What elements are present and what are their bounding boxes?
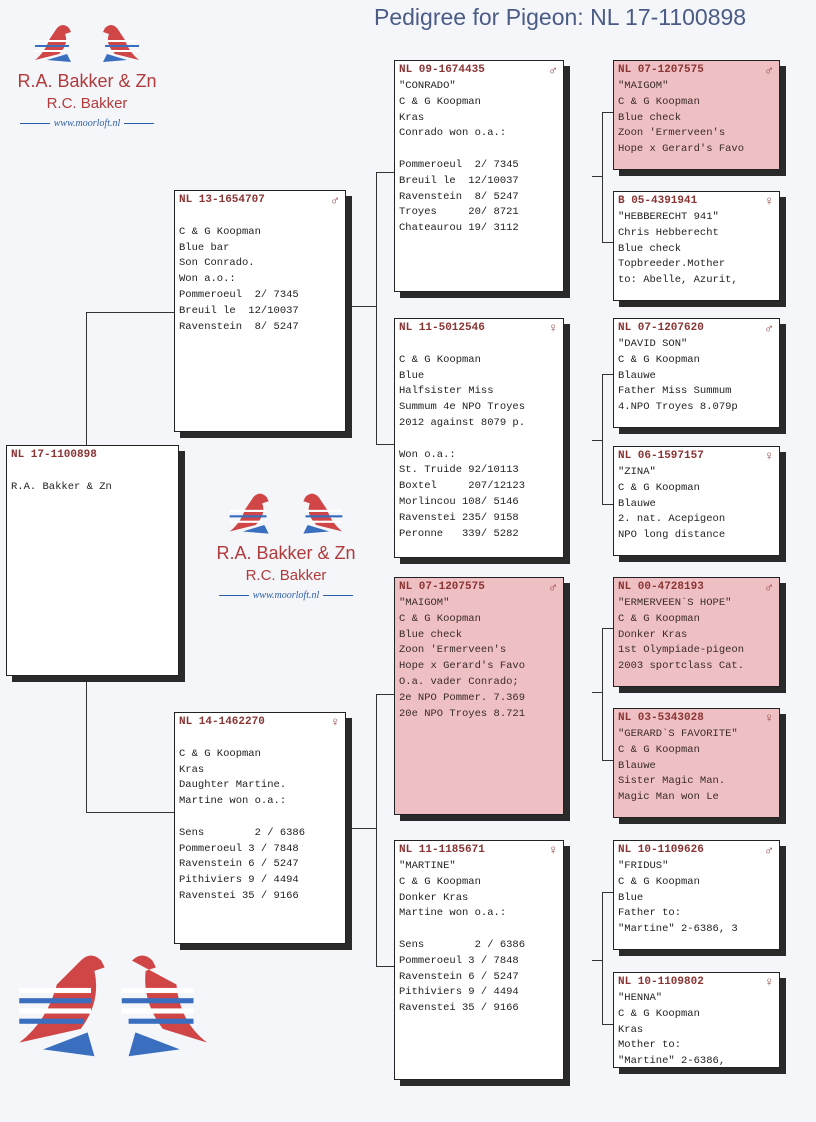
pigeon-info-line: Blue bar bbox=[179, 241, 230, 254]
pigeon-info-line: Blue check bbox=[618, 242, 682, 255]
sex-icon: ♀ bbox=[765, 975, 773, 990]
pigeon-card-ggp-7 bbox=[613, 840, 780, 950]
pigeon-card-sire-dam bbox=[394, 318, 564, 558]
pigeon-info-line: 2e NPO Pommer. 7.369 bbox=[399, 691, 526, 704]
pigeon-info-line: Hope x Gerard's Favo bbox=[399, 660, 526, 673]
pigeon-info-line: C & G Koopman bbox=[399, 612, 481, 625]
pigeon-info-line: Ravenstei 235/ 9158 bbox=[399, 511, 519, 524]
pigeon-info-line: 20e NPO Troyes 8.721 bbox=[399, 707, 526, 720]
pigeon-info-line: Chateaurou 19/ 3112 bbox=[399, 222, 519, 235]
ring-number bbox=[618, 64, 775, 79]
pigeon-card-ggp-4 bbox=[613, 446, 780, 556]
pigeon-info-line: to: Abelle, Azurit, bbox=[618, 274, 738, 287]
pigeon-info-line: Kras bbox=[179, 763, 205, 776]
pigeon-info-line: St. Truide 92/10113 bbox=[399, 464, 519, 477]
pigeon-info-line: "GERARD`S FAVORITE" bbox=[618, 728, 738, 740]
ring-number bbox=[179, 194, 341, 209]
pigeon-card-ggp-1 bbox=[613, 60, 780, 170]
pigeon-info-line: Sens 2 / 6386 bbox=[399, 938, 526, 951]
pigeon-info-line: "CONRADO" bbox=[399, 80, 456, 92]
sex-icon: ♀ bbox=[331, 715, 339, 730]
pigeons-logo-icon bbox=[216, 486, 356, 538]
ring-number-text: NL 10-1109802 bbox=[618, 976, 704, 988]
pigeon-info-line: NPO long distance bbox=[618, 529, 726, 542]
ring-number-text: NL 00-4728193 bbox=[618, 581, 704, 593]
ring-number-text: NL 06-1597157 bbox=[618, 450, 704, 462]
ring-number-text: NL 07-1207575 bbox=[618, 64, 704, 76]
logo-name-2: R.C. Bakker bbox=[46, 95, 128, 112]
ring-number bbox=[399, 581, 559, 596]
logo-middle bbox=[196, 486, 376, 601]
pigeon-info-line: Breuil le 12/10037 bbox=[399, 174, 519, 187]
pigeon-info-line: Ravenstei 35 / 9166 bbox=[399, 1002, 519, 1015]
pigeon-info-line: C & G Koopman bbox=[179, 225, 261, 238]
sex-icon: ♂ bbox=[765, 843, 773, 858]
pigeon-info-line: Boxtel 207/12123 bbox=[399, 480, 526, 493]
pigeon-info-line: 1st Olympiade-pigeon bbox=[618, 644, 745, 657]
ring-number bbox=[618, 195, 775, 210]
sex-icon: ♀ bbox=[765, 194, 773, 209]
pigeon-info-line: Blue bbox=[399, 369, 425, 382]
logo-name-2: R.C. Bakker bbox=[245, 567, 327, 584]
pigeon-card-sire-sire bbox=[394, 60, 564, 292]
pigeon-card-subject bbox=[6, 445, 179, 676]
ring-number-text: NL 07-1207575 bbox=[399, 581, 485, 593]
sex-icon: ♂ bbox=[549, 63, 557, 78]
pigeon-info-line: C & G Koopman bbox=[399, 875, 481, 888]
sex-icon: ♀ bbox=[549, 321, 557, 336]
pigeon-info-line: Donker Kras bbox=[618, 628, 688, 641]
pigeon-info-line: Ravenstei 35 / 9166 bbox=[179, 889, 299, 902]
pigeon-info-line: Won o.a.: bbox=[399, 448, 456, 461]
pigeon-info-line: O.a. vader Conrado; bbox=[399, 675, 519, 688]
sex-icon: ♂ bbox=[549, 580, 557, 595]
pigeon-info-line bbox=[399, 337, 559, 353]
ring-number bbox=[399, 322, 559, 337]
ring-number-text: NL 17-1100898 bbox=[11, 449, 97, 461]
pigeon-info-line: C & G Koopman bbox=[618, 743, 700, 756]
pigeon-info-line: Blauwe bbox=[618, 497, 656, 510]
pigeon-info-line: C & G Koopman bbox=[618, 353, 700, 366]
ring-number bbox=[618, 322, 775, 337]
ring-number-text: NL 14-1462270 bbox=[179, 716, 265, 728]
ring-number bbox=[618, 581, 775, 596]
logo-bottom bbox=[6, 950, 216, 1065]
pigeon-info-line bbox=[399, 922, 559, 938]
pigeon-info-line: Summum 4e NPO Troyes bbox=[399, 401, 526, 414]
pigeon-info-line bbox=[11, 464, 174, 480]
pigeon-info-line: Won a.o.: bbox=[179, 273, 236, 286]
pigeon-info-line: Ravenstein 8/ 5247 bbox=[399, 190, 519, 203]
pigeon-info-line: Zoon 'Ermerveen's bbox=[618, 127, 726, 140]
pigeon-info-line: Blauwe bbox=[618, 369, 656, 382]
sex-icon: ♀ bbox=[765, 449, 773, 464]
pigeon-info-line: C & G Koopman bbox=[618, 1007, 700, 1020]
ring-number bbox=[618, 976, 775, 991]
sex-icon: ♀ bbox=[765, 711, 773, 726]
pigeon-info-line: "HEBBERECHT 941" bbox=[618, 211, 719, 223]
pigeon-info-line: Sens 2 / 6386 bbox=[179, 826, 306, 839]
pigeon-info-line: R.A. Bakker & Zn bbox=[11, 480, 112, 493]
logo-url: www.moorloft.nl bbox=[252, 590, 320, 601]
pigeon-info-line: Martine won o.a.: bbox=[399, 907, 507, 920]
pigeons-logo-icon bbox=[9, 950, 214, 1060]
pigeon-info-line: 2003 sportclass Cat. bbox=[618, 660, 745, 673]
pigeon-info-line: Kras bbox=[618, 1023, 644, 1036]
pigeon-card-dam bbox=[174, 712, 346, 944]
pigeon-info-line: 2. nat. Acepigeon bbox=[618, 513, 726, 526]
pigeon-info-line: Breuil le 12/10037 bbox=[179, 304, 299, 317]
pigeon-info-line: "Martine" 2-6386, bbox=[618, 1055, 726, 1068]
pigeon-info-line: Pithiviers 9 / 4494 bbox=[179, 874, 299, 887]
logo-url: www.moorloft.nl bbox=[53, 118, 121, 129]
ring-number-text: NL 11-1185671 bbox=[399, 844, 485, 856]
pigeon-card-dam-dam bbox=[394, 840, 564, 1080]
pigeon-info-line: Hope x Gerard's Favo bbox=[618, 143, 745, 156]
pigeon-info-line: Sister Magic Man. bbox=[618, 775, 726, 788]
pigeon-card-sire bbox=[174, 190, 346, 432]
pigeon-info-line: Father to: bbox=[618, 907, 682, 920]
pigeon-info-line: C & G Koopman bbox=[399, 353, 481, 366]
pigeon-info-line: "Martine" 2-6386, 3 bbox=[618, 923, 738, 936]
ring-number bbox=[618, 450, 775, 465]
pigeon-info-line bbox=[179, 810, 341, 826]
pigeon-info-line: Halfsister Miss bbox=[399, 385, 494, 398]
sex-icon: ♂ bbox=[331, 193, 339, 208]
pigeon-info-line: Pommeroeul 3 / 7848 bbox=[179, 842, 299, 855]
pigeon-card-ggp-6 bbox=[613, 708, 780, 818]
pigeon-card-ggp-2 bbox=[613, 191, 780, 301]
pigeons-logo-icon bbox=[27, 18, 147, 66]
pigeon-info-line: "MARTINE" bbox=[399, 860, 456, 872]
pigeon-info-line: "MAIGOM" bbox=[399, 597, 450, 609]
sex-icon: ♂ bbox=[765, 321, 773, 336]
ring-number-text: NL 11-5012546 bbox=[399, 322, 485, 334]
pigeon-info-line: Ravenstein 6 / 5247 bbox=[399, 970, 519, 983]
pigeon-info-line: Pithiviers 9 / 4494 bbox=[399, 986, 519, 999]
pigeon-info-line: Ravenstein 8/ 5247 bbox=[179, 320, 299, 333]
pigeon-card-ggp-5 bbox=[613, 577, 780, 687]
pigeon-info-line: 4.NPO Troyes 8.079p bbox=[618, 401, 738, 414]
pigeon-info-line: 2012 against 8079 p. bbox=[399, 416, 526, 429]
ring-number bbox=[179, 716, 341, 731]
pigeon-info-line: Blauwe bbox=[618, 759, 656, 772]
pigeon-info-line: Morlincou 108/ 5146 bbox=[399, 495, 519, 508]
pigeon-info-line: Zoon 'Ermerveen's bbox=[399, 644, 507, 657]
pigeon-info-line: Father Miss Summum bbox=[618, 385, 732, 398]
sex-icon: ♂ bbox=[765, 580, 773, 595]
pigeon-info-line: Blue check bbox=[399, 628, 463, 641]
pigeon-info-line: "FRIDUS" bbox=[618, 860, 669, 872]
sex-icon: ♂ bbox=[765, 63, 773, 78]
pigeon-info-line: Topbreeder.Mother bbox=[618, 258, 726, 271]
ring-number-text: NL 07-1207620 bbox=[618, 322, 704, 334]
pigeon-card-ggp-3 bbox=[613, 318, 780, 428]
ring-number bbox=[399, 64, 559, 79]
pigeon-info-line: Conrado won o.a.: bbox=[399, 127, 507, 140]
pigeon-info-line: "ERMERVEEN`S HOPE" bbox=[618, 597, 732, 609]
pigeon-info-line: Magic Man won Le bbox=[618, 791, 719, 804]
pigeon-info-line: Blue bbox=[618, 891, 644, 904]
page-title: Pedigree for Pigeon: NL 17-1100898 bbox=[374, 4, 747, 30]
ring-number bbox=[618, 712, 775, 727]
pigeon-info-line bbox=[179, 209, 341, 225]
pigeon-info-line bbox=[179, 731, 341, 747]
pigeon-info-line: Kras bbox=[399, 111, 425, 124]
pigeon-info-line: Pommeroeul 2/ 7345 bbox=[399, 158, 519, 171]
ring-number-text: NL 13-1654707 bbox=[179, 194, 265, 206]
pigeon-info-line: C & G Koopman bbox=[179, 747, 261, 760]
pigeon-info-line: C & G Koopman bbox=[618, 612, 700, 625]
pigeon-info-line: Pommeroeul 2/ 7345 bbox=[179, 288, 299, 301]
pigeon-info-line: Daughter Martine. bbox=[179, 779, 287, 792]
logo-top bbox=[4, 18, 170, 129]
logo-name-1: R.A. Bakker & Zn bbox=[216, 543, 356, 563]
logo-name-1: R.A. Bakker & Zn bbox=[17, 71, 157, 91]
ring-number-text: B 05-4391941 bbox=[618, 195, 698, 207]
pigeon-info-line: "HENNA" bbox=[618, 992, 663, 1004]
pigeon-info-line bbox=[399, 432, 559, 448]
pigeon-info-line: C & G Koopman bbox=[618, 875, 700, 888]
pigeon-info-line bbox=[399, 142, 559, 158]
ring-number-text: NL 09-1674435 bbox=[399, 64, 485, 76]
pigeon-info-line: Donker Kras bbox=[399, 891, 469, 904]
ring-number-text: NL 03-5343028 bbox=[618, 712, 704, 724]
pigeon-info-line: Martine won o.a.: bbox=[179, 795, 287, 808]
pigeon-info-line: Son Conrado. bbox=[179, 257, 255, 270]
pigeon-info-line: Pommeroeul 3 / 7848 bbox=[399, 954, 519, 967]
pigeon-info-line: C & G Koopman bbox=[618, 95, 700, 108]
pigeon-info-line: Peronne 339/ 5282 bbox=[399, 527, 519, 540]
pigeon-info-line: C & G Koopman bbox=[618, 481, 700, 494]
ring-number-text: NL 10-1109626 bbox=[618, 844, 704, 856]
pigeon-info-line: "ZINA" bbox=[618, 466, 656, 478]
pigeon-info-line: "DAVID SON" bbox=[618, 338, 688, 350]
pigeon-info-line: Blue check bbox=[618, 111, 682, 124]
ring-number bbox=[399, 844, 559, 859]
ring-number bbox=[618, 844, 775, 859]
pigeon-info-line: Chris Hebberecht bbox=[618, 226, 719, 239]
pigeon-info-line: C & G Koopman bbox=[399, 95, 481, 108]
pigeon-info-line: Mother to: bbox=[618, 1039, 682, 1052]
pigeon-card-ggp-8 bbox=[613, 972, 780, 1068]
pigeon-info-line: Ravenstein 6 / 5247 bbox=[179, 858, 299, 871]
sex-icon: ♀ bbox=[549, 843, 557, 858]
pigeon-info-line: Troyes 20/ 8721 bbox=[399, 206, 519, 219]
pigeon-info-line: "MAIGOM" bbox=[618, 80, 669, 92]
pigeon-card-dam-sire bbox=[394, 577, 564, 815]
ring-number bbox=[11, 449, 174, 464]
